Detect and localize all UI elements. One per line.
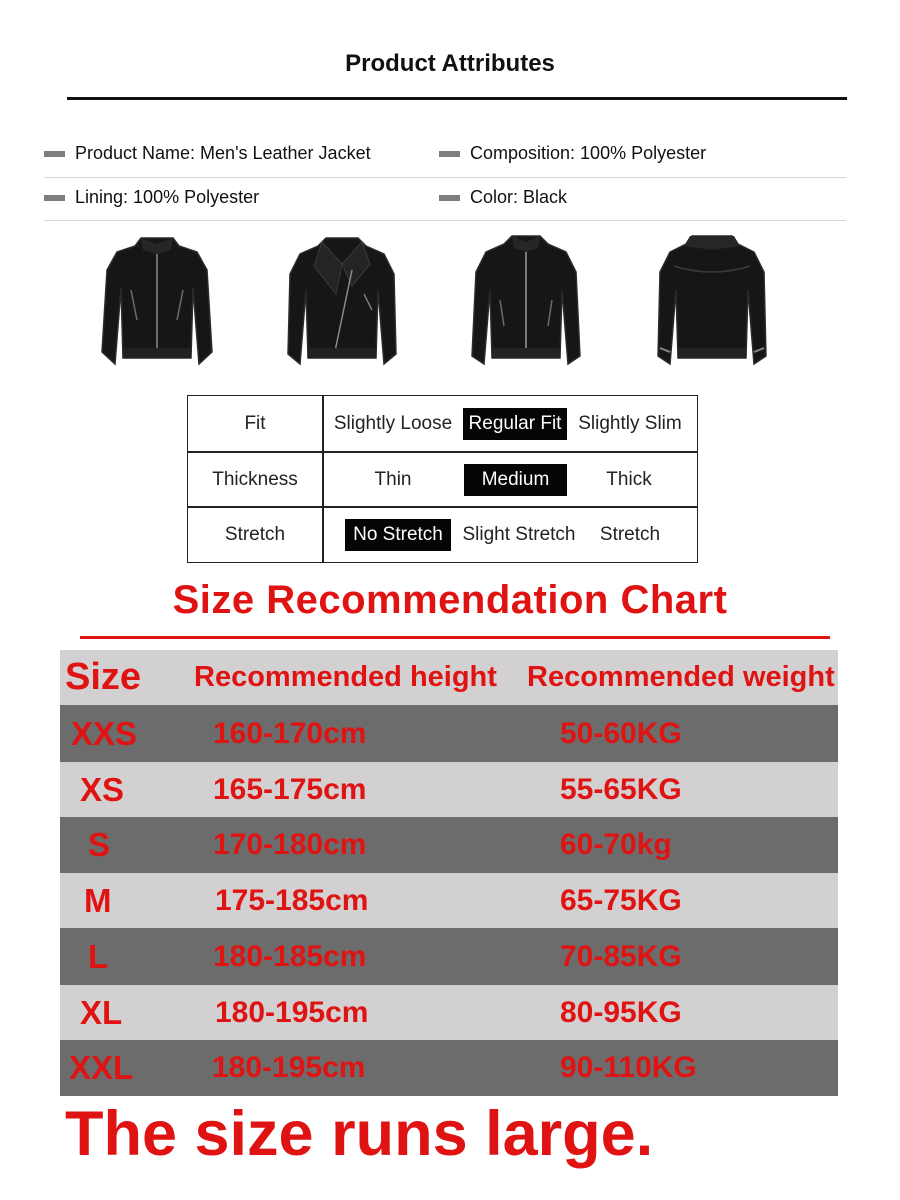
- size-cell: XS: [80, 770, 125, 808]
- weight-cell: 80-95KG: [560, 995, 682, 1029]
- page-title: Product Attributes: [345, 50, 555, 77]
- size-cell: S: [88, 826, 111, 863]
- size-cell: XL: [80, 993, 123, 1031]
- property-row-thickness: [188, 452, 697, 507]
- property-row-fit: [188, 396, 697, 451]
- jacket-bomber-front-icon: [470, 230, 582, 370]
- attribute-text: Product Name: Men's Leather Jacket: [75, 143, 371, 163]
- size-row-s: [60, 817, 838, 873]
- attribute-color: [439, 187, 567, 208]
- attribute-text: Composition: 100% Polyester: [470, 143, 707, 163]
- option-slightly-slim: Slightly Slim: [578, 413, 682, 434]
- option-stretch: Stretch: [599, 524, 661, 545]
- jacket-biker-front-icon: [286, 230, 398, 370]
- property-label: Thickness: [212, 468, 298, 490]
- option-regular-fit-selected: Regular Fit: [463, 408, 567, 440]
- option-medium-selected: Medium: [464, 464, 567, 496]
- weight-cell: 55-65KG: [560, 772, 682, 806]
- weight-cell: 50-60KG: [560, 716, 682, 750]
- attribute-product-name: [44, 143, 371, 164]
- bullet-marker: [439, 151, 460, 157]
- bullet-marker: [44, 151, 65, 157]
- jacket-stand-collar-front-icon: [101, 230, 213, 370]
- option-no-stretch-selected: No Stretch: [345, 519, 451, 551]
- size-row-m: [60, 873, 838, 928]
- size-row-xxl: [60, 1040, 838, 1096]
- header-size: Size: [65, 656, 142, 698]
- size-chart-divider: [80, 636, 830, 639]
- fit-properties-table: [187, 395, 698, 563]
- size-cell: M: [84, 881, 112, 919]
- property-row-stretch: [188, 507, 697, 562]
- attribute-divider: [44, 220, 846, 221]
- height-cell: 165-175cm: [213, 772, 367, 806]
- size-note: The size runs large.: [65, 1099, 654, 1169]
- size-cell: L: [88, 937, 109, 975]
- size-chart-header-row: [60, 650, 838, 705]
- height-cell: 180-185cm: [213, 939, 367, 973]
- attribute-divider: [44, 177, 846, 178]
- attribute-text: Lining: 100% Polyester: [75, 187, 260, 207]
- property-label: Stretch: [224, 523, 286, 545]
- header-weight: Recommended weight: [527, 661, 835, 693]
- weight-cell: 65-75KG: [560, 883, 682, 917]
- height-cell: 180-195cm: [212, 1051, 366, 1084]
- title-divider: [67, 97, 847, 100]
- height-cell: 170-180cm: [213, 828, 367, 861]
- size-cell: XXL: [69, 1049, 134, 1086]
- option-slightly-loose: Slightly Loose: [333, 413, 453, 434]
- jacket-back-view-icon: [656, 230, 768, 370]
- height-cell: 160-170cm: [213, 716, 367, 750]
- attribute-lining: [44, 187, 259, 208]
- header-height: Recommended height: [194, 661, 497, 693]
- size-row-xxs: [60, 705, 838, 762]
- option-slight-stretch: Slight Stretch: [462, 524, 576, 545]
- weight-cell: 60-70kg: [560, 828, 672, 861]
- size-cell: XXS: [71, 714, 138, 752]
- bullet-marker: [439, 195, 460, 201]
- height-cell: 180-195cm: [215, 995, 369, 1029]
- height-cell: 175-185cm: [215, 883, 369, 917]
- size-row-xl: [60, 985, 838, 1040]
- attribute-text: Color: Black: [470, 187, 568, 207]
- bullet-marker: [44, 195, 65, 201]
- option-thin: Thin: [374, 469, 412, 490]
- weight-cell: 90-110KG: [560, 1051, 697, 1084]
- size-row-xs: [60, 762, 838, 817]
- property-label: Fit: [244, 412, 266, 434]
- weight-cell: 70-85KG: [560, 939, 682, 973]
- size-row-l: [60, 928, 838, 985]
- size-chart-title: Size Recommendation Chart: [172, 578, 728, 622]
- option-thick: Thick: [606, 469, 652, 490]
- attribute-composition: [439, 143, 706, 164]
